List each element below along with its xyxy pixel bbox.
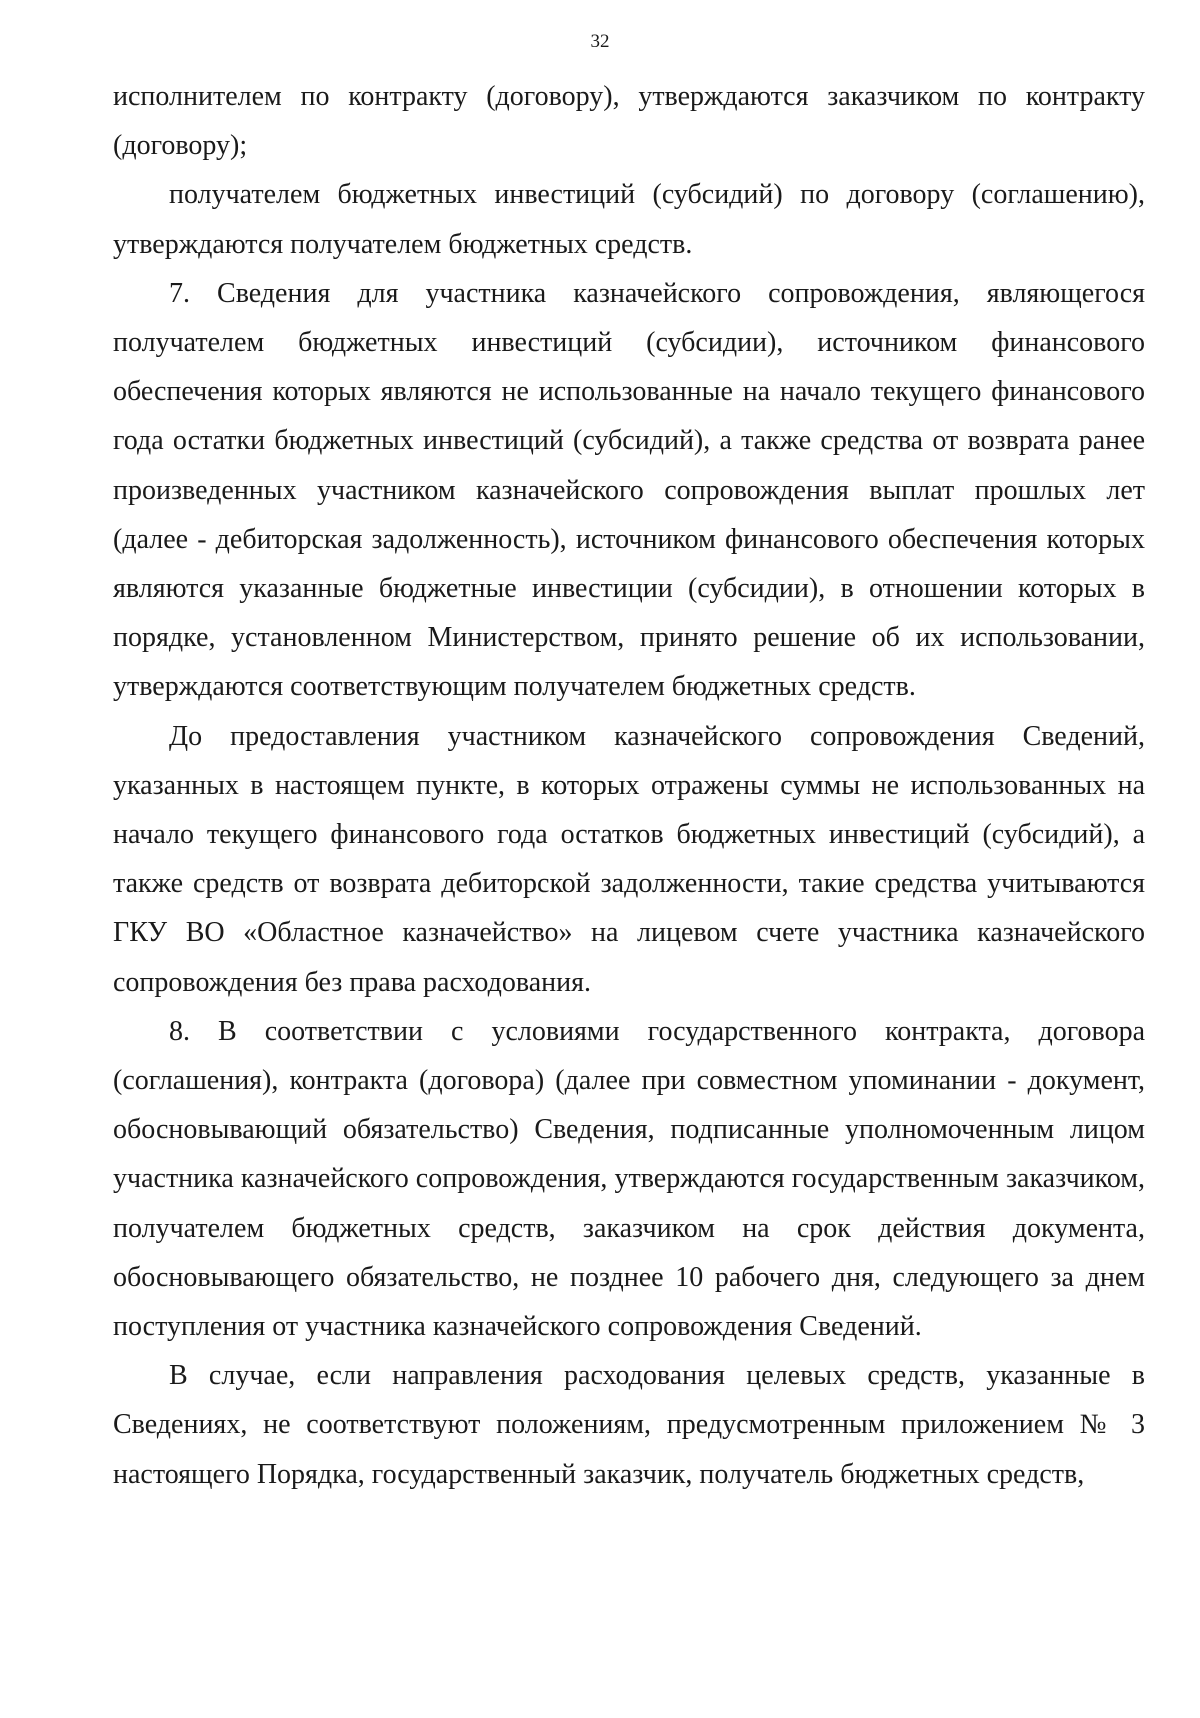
paragraph-mismatch-case: В случае, если направления расходования целевых средств, указанные в Сведениях, не соответствуют положениям, предусмотренным приложением № 3 настоящего Порядка, государственный заказчик, получатель бюджетных средств, (113, 1360, 1145, 1490)
paragraph-item-8: 8. В соответствии с условиями государственного контракта, договора (соглашения), контракта (договора) (далее при совместном упоминании - документ, обосновывающий обязательство) Сведения, подписанные уполномоченным лицом участника казначейского сопровождения, утверждаются государственным заказчиком, получателем бюджетных средств, заказчиком на срок действия документа, обосновывающего обязательство, не позднее 10 рабочего дня, следующего за днем поступления от участника казначейского сопровождения Сведений. (113, 1015, 1145, 1343)
paragraph-contract-executor: исполнителем по контракту (договору), утверждаются заказчиком по контракту (договору); (113, 81, 1145, 162)
paragraph-item-7: 7. Сведения для участника казначейского сопровождения, являющегося получателем бюджетных инвестиций (субсидии), источником финансового обеспечения которых являются не использованные на начало текущего финансового года остатки бюджетных инвестиций (субсидий), а также средства от возврата ранее произведенных участником казначейского сопровождения выплат прошлых лет (далее - дебиторская задолженность), источником финансового обеспечения которых являются указанные бюджетные инвестиции (субсидии), в отношении которых в порядке, установленном Министерством, принято решение об их использовании, утверждаются соответствующим получателем бюджетных средств. (113, 277, 1145, 703)
document-body (113, 72, 1145, 1499)
paragraph-investment-recipient: получателем бюджетных инвестиций (субсидий) по договору (соглашению), утверждаются получателем бюджетных средств. (113, 179, 1145, 260)
page-number: 32 (590, 31, 610, 52)
paragraph-before-submission: До предоставления участником казначейского сопровождения Сведений, указанных в настоящем пункте, в которых отражены суммы не использованных на начало текущего финансового года остатков бюджетных инвестиций (субсидий), а также средств от возврата дебиторской задолженности, такие средства учитываются ГКУ ВО «Областное казначейство» на лицевом счете участника казначейского сопровождения без права расходования. (113, 720, 1145, 998)
